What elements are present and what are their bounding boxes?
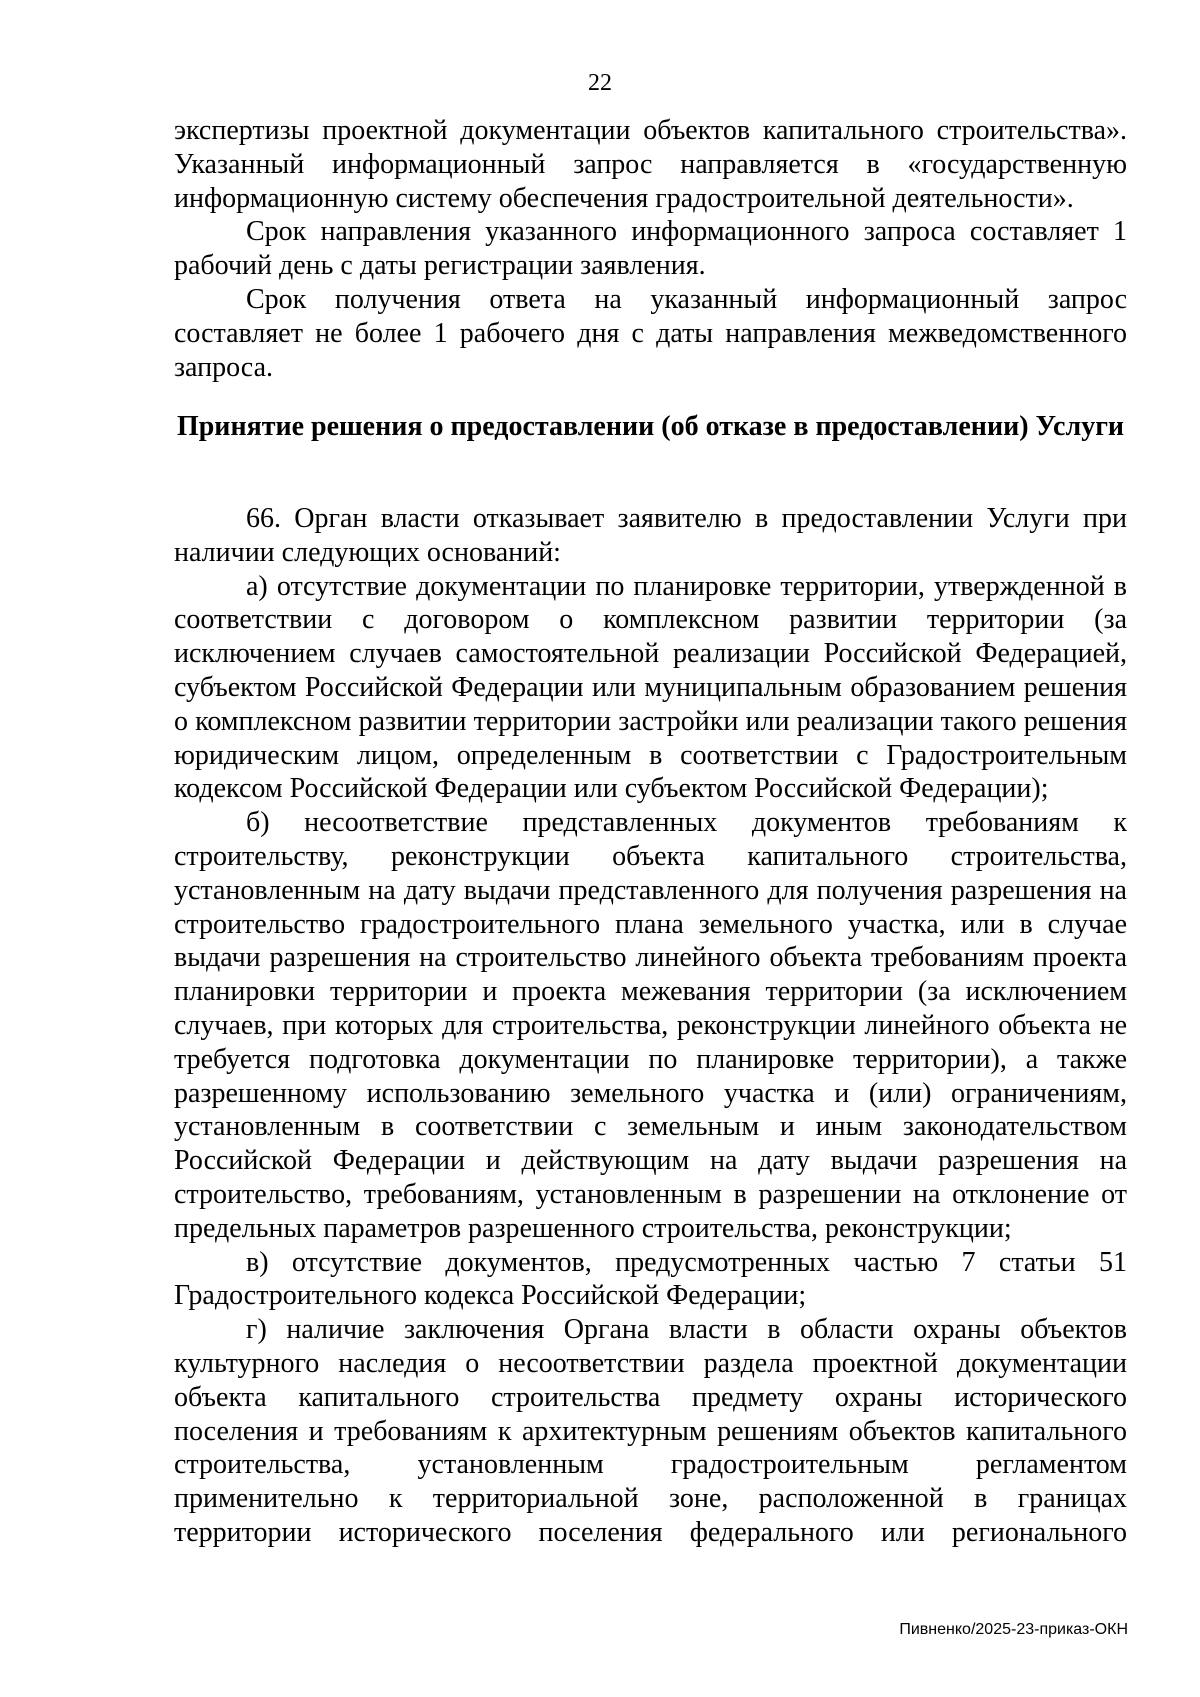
clause-v: в) отсутствие документов, предусмотренных частью 7 статьи 51 Градостроительного кодекса Российской Федерации; (174, 1246, 1127, 1312)
clause-b: б) несоответствие представленных документов требованиям к строительству, реконструкции объекта капитального строительства, установленным на дату выдачи представленного для получения разрешения на строительство градостроительного плана земельного участка, или в случае выдачи разрешения на строительство линейного объекта требованиям проекта планировки территории и проекта межевания территории (за исключением случаев, при которых для строительства, реконструкции линейного объекта не требуется подготовка документации по планировке территории), а также разрешенному использованию земельного участка и (или) ограничениям, установленным в соответствии с земельным и иным законодательством Российской Федерации и действующим на дату выдачи разрешения на строительство, требованиям, установленным в разрешении на отклонение от предельных параметров разрешенного строительства, реконструкции; (174, 807, 1127, 1244)
clause-66: 66. Орган власти отказывает заявителю в предоставлении Услуги при наличии следующих оснований: (174, 503, 1127, 568)
footer-document-code: Пивненко/2025-23-приказ-ОКН (899, 1621, 1128, 1638)
intro-text (174, 114, 1127, 384)
clause-g: г) наличие заключения Органа власти в области охраны объектов культурного наследия о несоответствии раздела проектной документации объекта капитального строительства предмету охраны исторического поселения и требованиям к архитектурным решениям объектов капитального строительства, установленным градостроительным регламентом применительно к территориальной зоне, расположенной в границах территории исторического поселения федерального или регионального (174, 1314, 1127, 1548)
intro-paragraph-2: Срок направления указанного информационного запроса составляет 1 рабочий день с даты регистрации заявления. (174, 216, 1127, 282)
clause-a: а) отсутствие документации по планировке территории, утвержденной в соответствии с договором о комплексном развитии территории (за исключением случаев самостоятельной реализации Российской Федерацией, субъектом Российской Федерации или муниципальным образованием решения о комплексном развитии территории застройки или реализации такого решения юридическим лицом, определенным в соответствии с Градостроительным кодексом Российской Федерации или субъектом Российской Федерации); (174, 570, 1127, 805)
section-title: Принятие решения о предоставлении (об отказе в предоставлении) Услуги (176, 411, 1125, 442)
clauses-text (174, 502, 1127, 1550)
page-number: 22 (588, 70, 612, 96)
intro-paragraph-3: Срок получения ответа на указанный информационный запрос составляет не более 1 рабочего дня с даты направления межведомственного запроса. (174, 283, 1127, 383)
intro-paragraph-1: экспертизы проектной документации объектов капитального строительства». Указанный информационный запрос направляется в «государственную информационную систему обеспечения градостроительной деятельности». (174, 115, 1127, 214)
